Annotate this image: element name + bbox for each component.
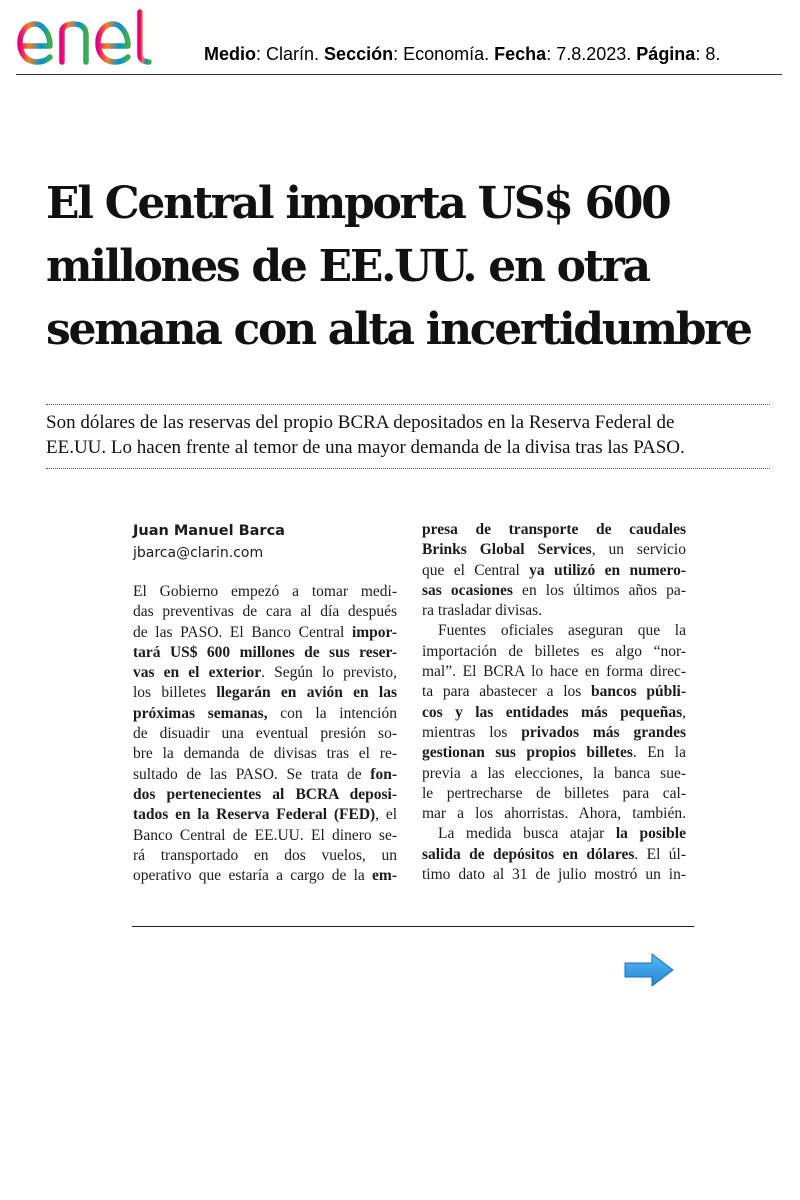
medio-value: Clarín — [266, 44, 315, 64]
text-line: rá transportado en dos vuelos, un — [133, 846, 397, 864]
text-line: le pertrecharse de billetes para cal- — [422, 784, 686, 802]
headline-line: semana con alta incertidumbre — [46, 304, 751, 355]
text-line: operativo que estaría a cargo de la em- — [133, 867, 397, 885]
text-line: vas en el exterior. Según lo previsto, — [133, 664, 397, 682]
text-line: mientras los privados más grandes — [422, 723, 686, 741]
article-column-left — [133, 520, 397, 886]
text-line: sultado de las PASO. Se trata de fon- — [133, 765, 397, 783]
byline-author: Juan Manuel Barca — [133, 523, 285, 539]
text-line: los billetes llegarán en avión en las — [133, 684, 397, 702]
enel-logo — [16, 4, 181, 70]
headline-line: El Central importa US$ 600 — [46, 178, 670, 229]
subhead-line: Son dólares de las reservas del propio BCRA depositados en la Reserva Federal de — [46, 412, 675, 433]
text-line: El Gobierno empezó a tomar medi- — [133, 583, 397, 600]
text-line: timo dato al 31 de julio mostró un in- — [422, 866, 686, 884]
text-line: presa de transporte de caudales — [422, 521, 686, 538]
fecha-label: Fecha — [494, 44, 547, 64]
text-line: bre la demanda de divisas tras el re- — [133, 745, 397, 763]
byline-email[interactable]: jbarca@clarin.com — [133, 545, 264, 561]
text-line: tados en la Reserva Federal (FED), el — [133, 806, 397, 824]
text-line: das preventivas de cara al día después — [133, 603, 397, 621]
arrow-right-icon[interactable] — [622, 950, 676, 990]
text-line: La medida busca atajar la posible — [438, 825, 686, 843]
article-column-right — [422, 520, 686, 885]
text-line: mal”. El BCRA lo hace en forma direc- — [422, 663, 686, 681]
text-line: tará US$ 600 millones de sus reser- — [133, 643, 397, 661]
text-line: Brinks Global Services, un servicio — [422, 541, 686, 559]
text-line: previa a las elecciones, la banca sue- — [422, 764, 686, 782]
text-line: importación de billetes es algo “nor- — [422, 642, 686, 660]
subhead-line: EE.UU. Lo hacen frente al temor de una mayor demanda de la divisa tras las PASO. — [46, 437, 685, 458]
text-line: mar a los ahorristas. Ahora, también. — [422, 805, 686, 823]
medio-label: Medio — [204, 44, 256, 64]
publication-meta: Medio: Clarín. Sección: Economía. Fecha: 7.8.2023. Página: 8. — [204, 44, 721, 64]
pagina-value: 8 — [705, 44, 716, 64]
text-line: próximas semanas, con la intención — [133, 704, 397, 722]
article-end-divider — [132, 926, 694, 927]
header-divider — [16, 74, 782, 75]
subhead-top-divider — [46, 404, 770, 405]
seccion-label: Sección — [324, 44, 394, 64]
subhead-bottom-divider — [46, 468, 770, 469]
pagina-label: Página — [636, 44, 696, 64]
text-line: de disuadir una eventual presión so- — [133, 725, 397, 743]
subhead — [46, 410, 776, 460]
text-line: Banco Central de EE.UU. El dinero se- — [133, 826, 397, 844]
headline-line: millones de EE.UU. en otra — [46, 241, 649, 292]
text-line: Fuentes oficiales aseguran que la — [438, 622, 686, 640]
text-line: ta para abastecer a los bancos públi- — [422, 683, 686, 701]
text-line: ra trasladar divisas. — [422, 602, 543, 620]
seccion-value: Economía — [403, 44, 485, 64]
text-line: salida de depósitos en dólares. El úl- — [422, 845, 686, 863]
headline — [46, 172, 786, 361]
text-line: cos y las entidades más pequeñas, — [422, 703, 686, 721]
text-line: dos pertenecientes al BCRA deposi- — [133, 785, 397, 803]
fecha-value: 7.8.2023 — [556, 44, 627, 64]
text-line: que el Central ya utilizó en numero- — [422, 561, 686, 579]
text-line: sas ocasiones en los últimos años pa- — [422, 581, 686, 599]
text-line: de las PASO. El Banco Central impor- — [133, 623, 397, 641]
text-line: gestionan sus propios billetes. En la — [422, 744, 686, 762]
